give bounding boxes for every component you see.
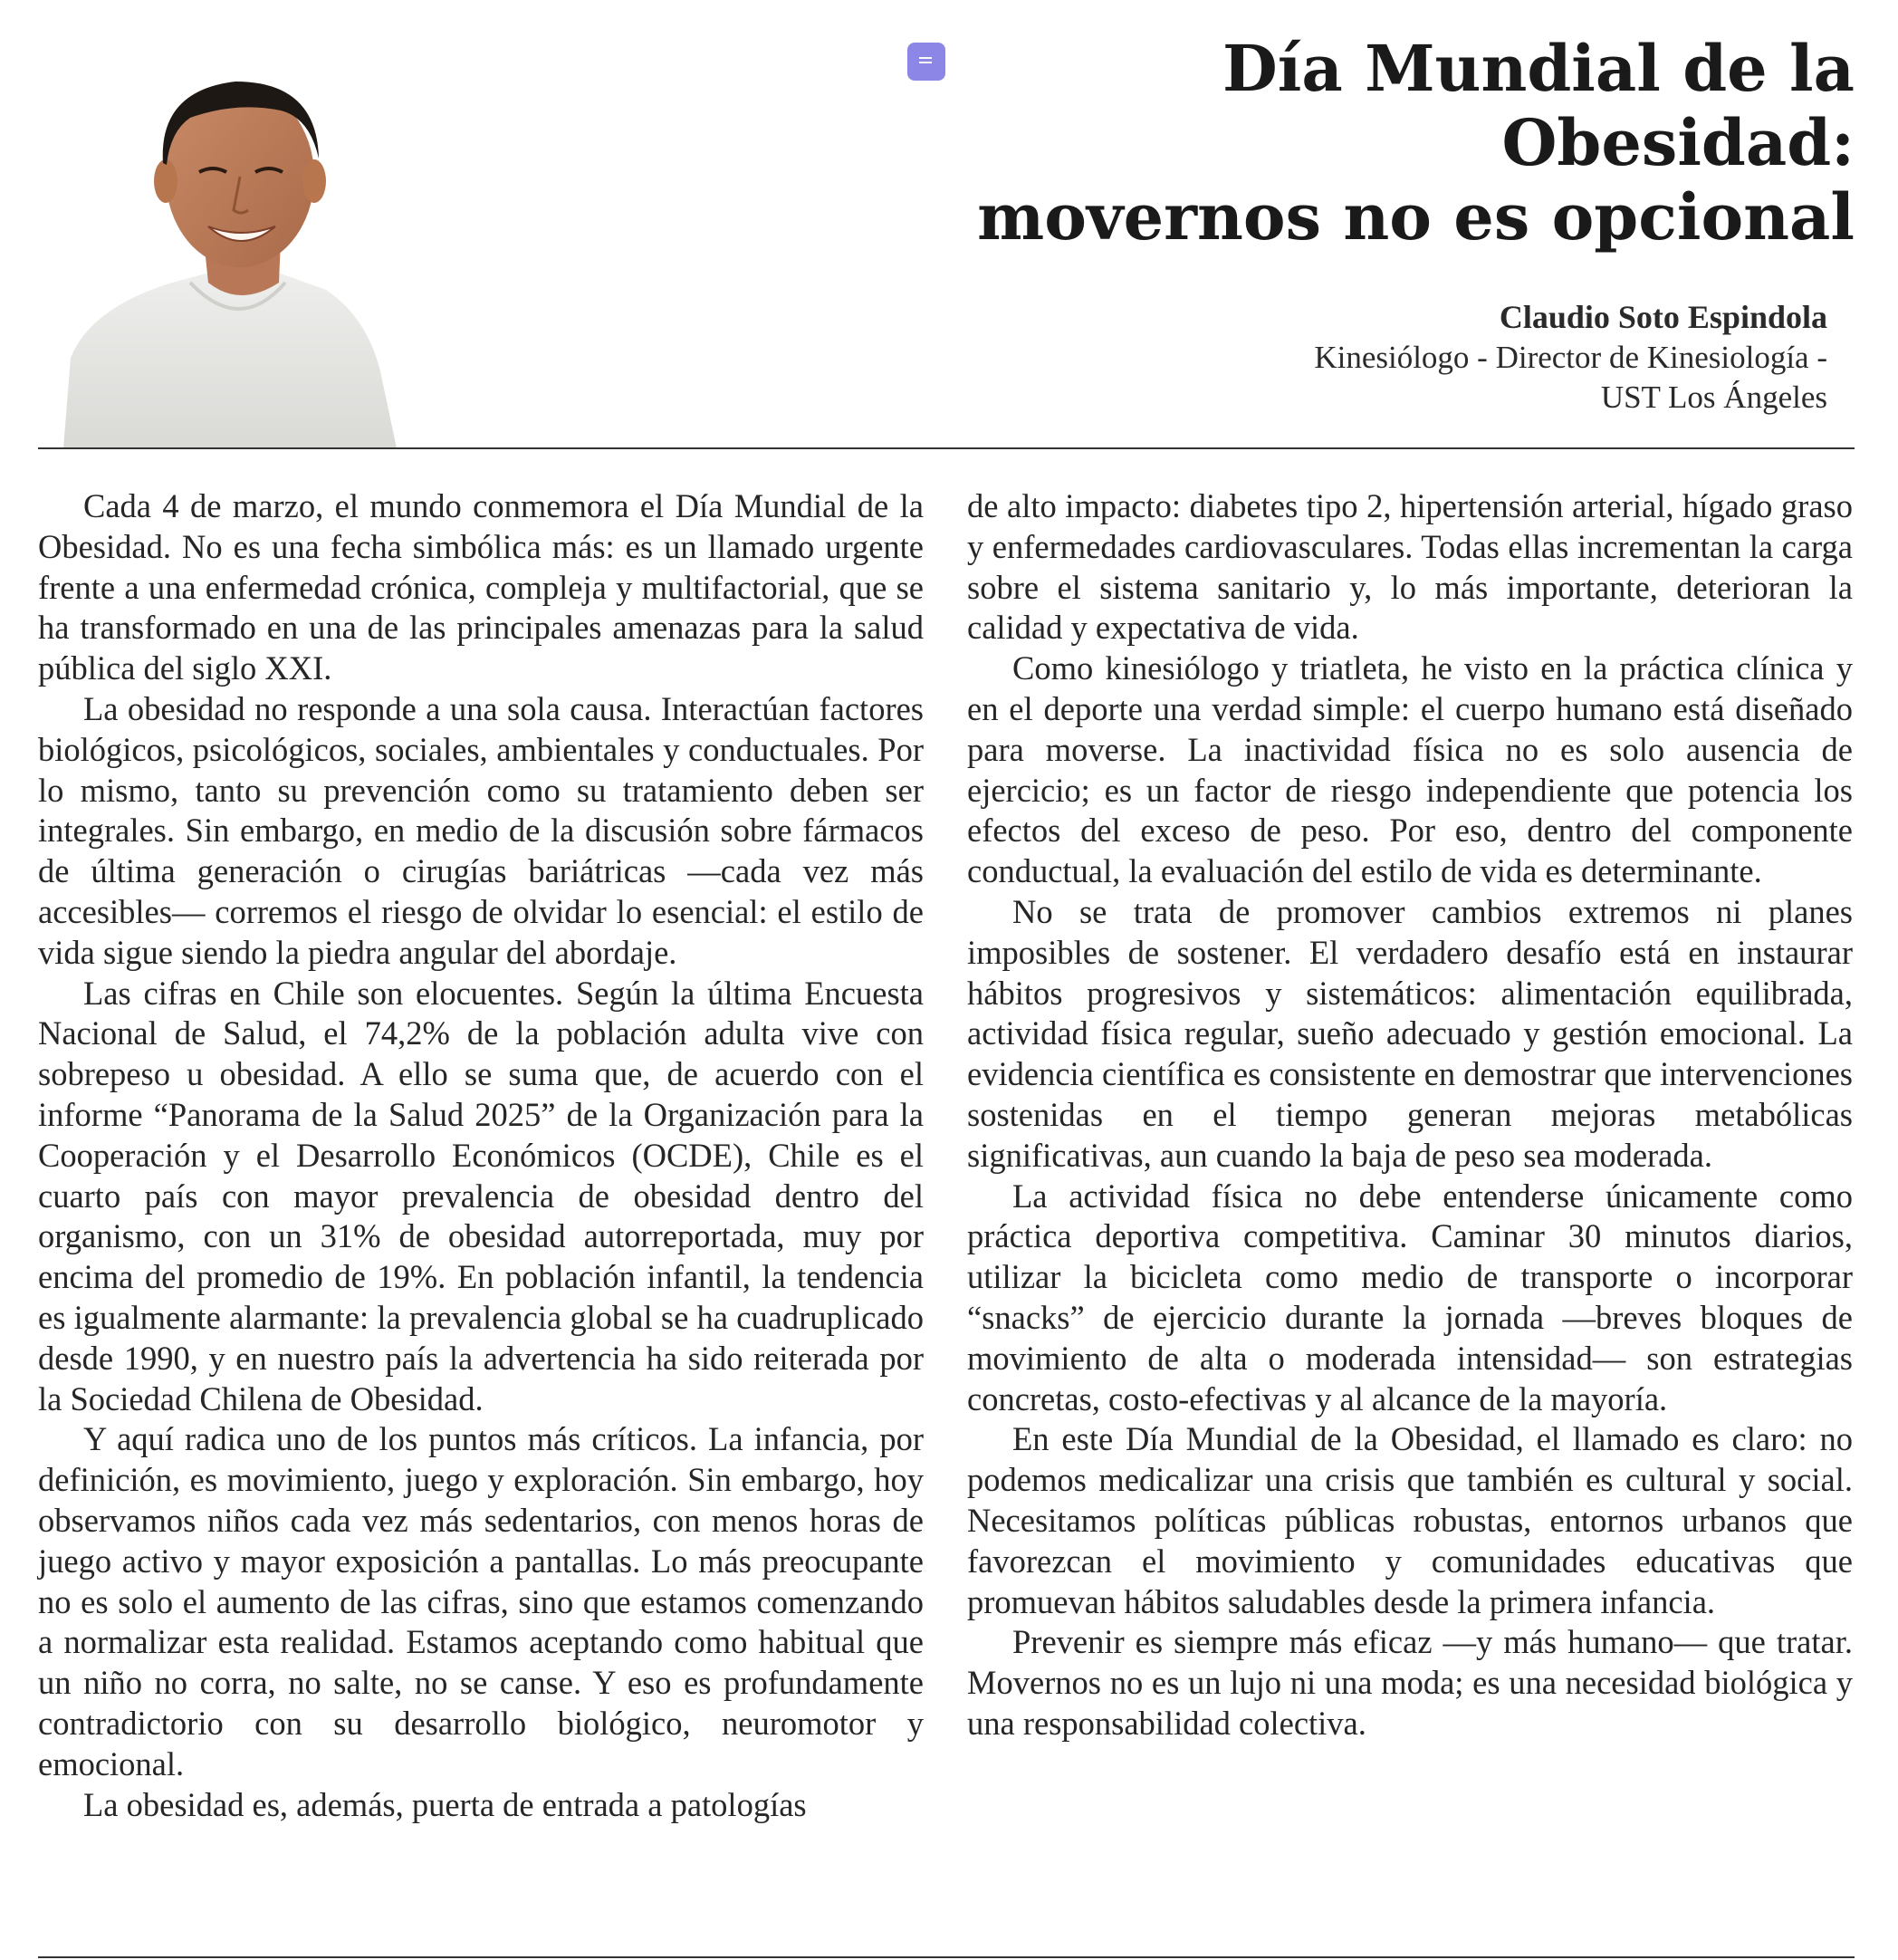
byline (1012, 296, 1827, 418)
paragraph: En este Día Mundial de la Obesidad, el llamado es claro: no podemos medicalizar una crisis que también es cultural y social. Necesitamos políticas públicas robustas, entornos urbanos que favorezcan el movimiento y comunidades educativas que promuevan hábitos saludables desde la primera infancia. (967, 1420, 1853, 1620)
paragraph: La obesidad no responde a una sola causa. Interactúan factores biológicos, psicológicos, sociales, ambientales y conductuales. Por lo mismo, tanto su prevención como su tratamiento deben ser integrales. Sin embargo, en medio de la discusión sobre fármacos de última generación o cirugías bariátricas —cada vez más accesibles— corremos el riesgo de olvidar lo esencial: el estilo de vida sigue siendo la piedra angular del abordaje. (38, 689, 924, 971)
author-photo (54, 45, 435, 448)
headline (858, 32, 1855, 255)
paragraph: de alto impacto: diabetes tipo 2, hipertensión arterial, hígado graso y enfermedades cardiovasculares. Todas ellas incrementan la carga sobre el sistema sanitario y, lo más importante, deterioran la calidad y expectativa de vida. (967, 487, 1853, 647)
paragraph: Las cifras en Chile son elocuentes. Según la última Encuesta Nacional de Salud, el 74,2% de la población adulta vive con sobrepeso u obesidad. A ello se suma que, de acuerdo con el informe “Panorama de la Salud 2025” de la Organización para la Cooperación y el Desarrollo Económicos (OCDE), Chile es el cuarto país con mayor prevalencia de obesidad dentro del organismo, con un 31% de obesidad autorreportada, muy por encima del promedio de 19%. En población infantil, la tendencia es igualmente alarmante: la prevalencia global se ha cuadruplicado desde 1990, y en nuestro país la advertencia ha sido reiterada por la Sociedad Chilena de Obesidad. (38, 974, 924, 1417)
paragraph: Cada 4 de marzo, el mundo conmemora el Día Mundial de la Obesidad. No es una fecha simbólica más: es un llamado urgente frente a una enfermedad crónica, compleja y multifactorial, que se ha transformado en una de las principales amenazas para la salud pública del siglo XXI. (38, 487, 924, 687)
paragraph: No se trata de promover cambios extremos ni planes imposibles de sostener. El verdadero desafío está en instaurar hábitos progresivos y sistemáticos: alimentación equilibrada, actividad física regular, sueño adecuado y gestión emocional. La evidencia científica es consistente en demostrar que intervenciones sostenidas en el tiempo generan mejoras metabólicas significativas, aun cuando la baja de peso sea moderada. (967, 892, 1853, 1174)
author-name: Claudio Soto Espindola (1499, 299, 1827, 335)
footer-divider (38, 1956, 1855, 1958)
paragraph: La actividad física no debe entenderse únicamente como práctica deportiva competitiva. Caminar 30 minutos diarios, utilizar la bicicleta como medio de transporte o incorporar “snacks” de ejercicio durante la jornada —breves bloques de movimiento de alta o moderada intensidad— son estrategias concretas, costo-efectivas y al alcance de la mayoría. (967, 1177, 1853, 1417)
header-divider (38, 447, 1855, 449)
author-role-line-1: Kinesiólogo - Director de Kinesiología - (1314, 340, 1827, 375)
article-column-left (38, 486, 924, 1825)
paragraph: La obesidad es, además, puerta de entrada a patologías (83, 1785, 807, 1823)
paragraph: Prevenir es siempre más eficaz —y más humano— que tratar. Movernos no es un lujo ni una moda; es una necesidad biológica y una responsabilidad colectiva. (967, 1623, 1853, 1742)
author-role-line-2: UST Los Ángeles (1600, 380, 1827, 415)
article-column-right (967, 486, 1853, 1744)
paragraph: Como kinesiólogo y triatleta, he visto en la práctica clínica y en el deporte una verdad simple: el cuerpo humano está diseñado para moverse. La inactividad física no es solo ausencia de ejercicio; es un factor de riesgo independiente que potencia los efectos del exceso de peso. Por eso, dentro del componente conductual, la evaluación del estilo de vida es determinante. (967, 649, 1853, 890)
paragraph: Y aquí radica uno de los puntos más críticos. La infancia, por definición, es movimiento, juego y exploración. Sin embargo, hoy observamos niños cada vez más sedentarios, con menos horas de juego activo y mayor exposición a pantallas. Lo más preocupante no es solo el aumento de las cifras, sino que estamos comenzando a normalizar esta realidad. Estamos aceptando como habitual que un niño no corra, no salte, no se canse. Y eso es profundamente contradictorio con su desarrollo biológico, neuromotor y emocional. (38, 1420, 924, 1782)
headline-line-1: Día Mundial de la Obesidad: (1222, 31, 1855, 180)
headline-line-2: movernos no es opcional (977, 179, 1855, 255)
